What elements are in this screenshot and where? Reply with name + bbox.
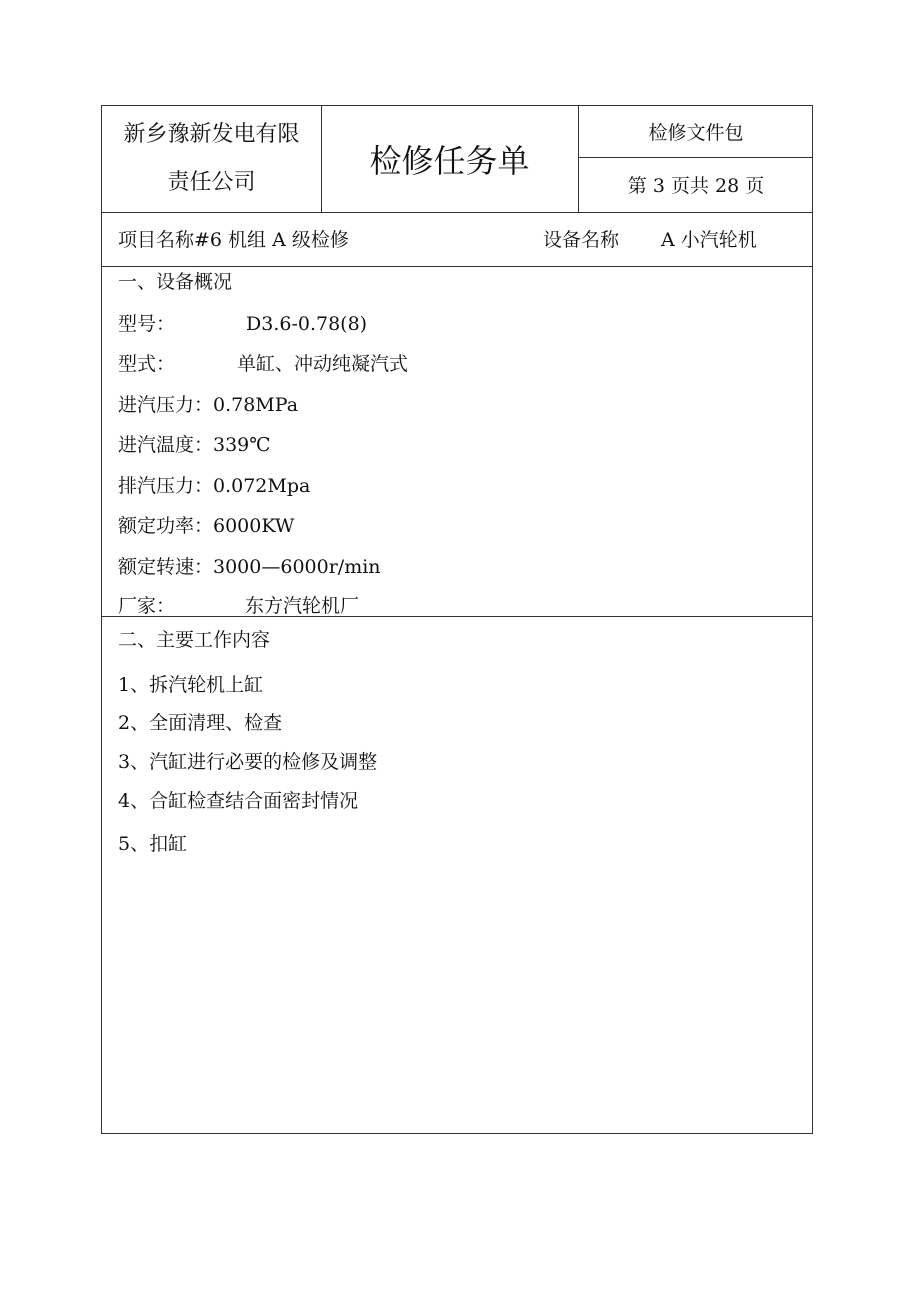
document-title: 检修任务单 <box>369 142 530 180</box>
inlet-temperature: 进汽温度：339℃ <box>118 434 271 456</box>
overview-bottom-divider <box>102 616 812 617</box>
work-item: 5、扣缸 <box>118 833 188 855</box>
company-name-line1: 新乡豫新发电有限 <box>123 122 300 147</box>
rated-power: 额定功率：6000KW <box>118 515 295 537</box>
manufacturer-label: 厂家： <box>118 595 176 617</box>
overview-heading: 一、设备概况 <box>118 271 233 293</box>
inlet-pressure: 进汽压力：0.78MPa <box>118 394 299 416</box>
task-sheet-table <box>101 105 813 1134</box>
work-heading: 二、主要工作内容 <box>118 629 271 651</box>
work-item: 2、全面清理、检查 <box>118 712 283 734</box>
company-name-line2: 责任公司 <box>167 170 256 195</box>
rated-speed: 额定转速：3000—6000r/min <box>118 556 381 578</box>
equipment-name-value: A 小汽轮机 <box>661 229 757 251</box>
page-info: 第 3 页共 28 页 <box>627 175 765 197</box>
company-name <box>102 106 321 212</box>
manufacturer-value: 东方汽轮机厂 <box>245 595 360 617</box>
type-value: 单缸、冲动纯凝汽式 <box>237 353 409 375</box>
header-bottom-divider <box>102 212 812 213</box>
project-name: 项目名称#6 机组 A 级检修 <box>118 229 349 251</box>
doc-package-label: 检修文件包 <box>648 122 744 144</box>
work-item: 4、合缸检查结合面密封情况 <box>118 790 359 812</box>
model-value: D3.6-0.78(8) <box>246 313 368 335</box>
work-item: 3、汽缸进行必要的检修及调整 <box>118 751 378 773</box>
project-row-bottom-divider <box>102 266 812 267</box>
model-label: 型号： <box>118 313 176 335</box>
exhaust-pressure: 排汽压力：0.072Mpa <box>118 475 311 497</box>
work-item: 1、拆汽轮机上缸 <box>118 674 264 696</box>
type-label: 型式： <box>118 353 176 375</box>
equipment-name-label: 设备名称 <box>543 229 620 251</box>
